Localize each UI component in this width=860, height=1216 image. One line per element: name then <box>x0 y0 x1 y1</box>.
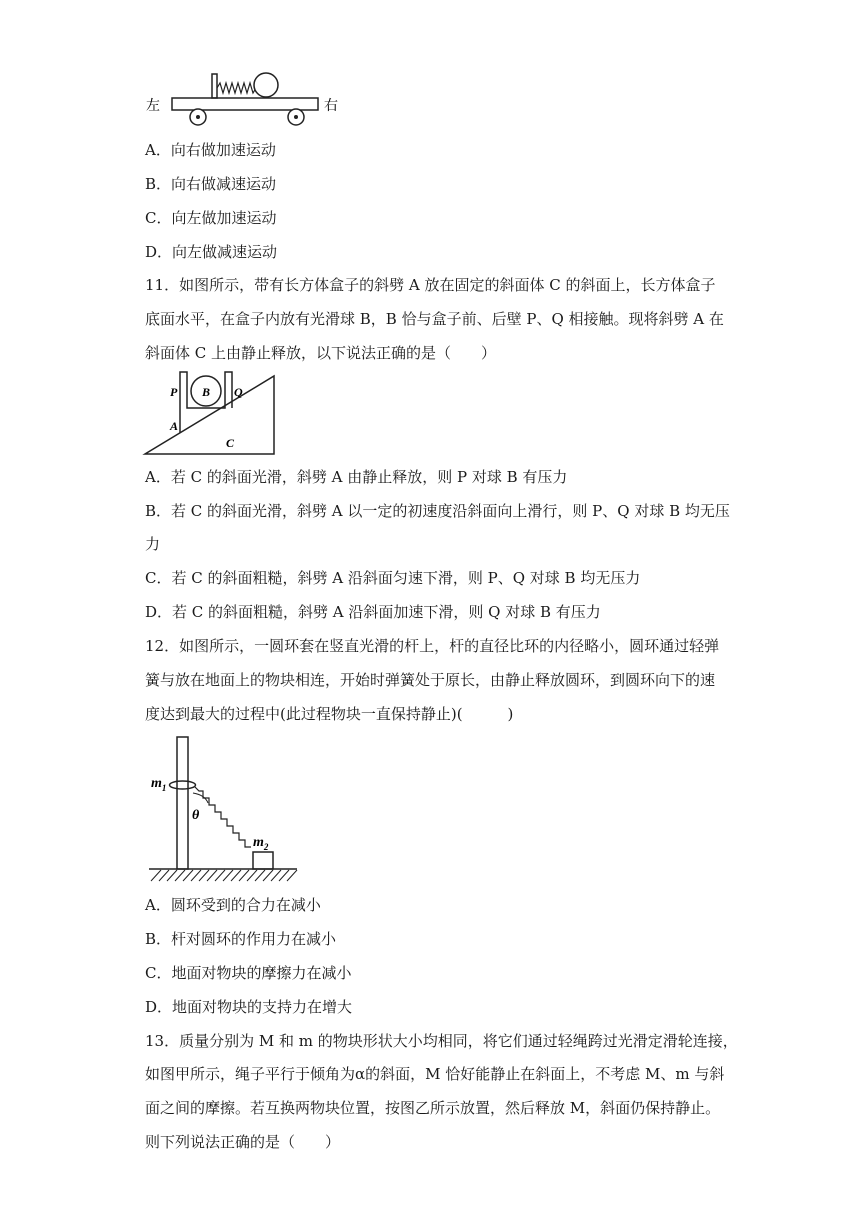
right-label: 右 <box>324 99 338 114</box>
q11-stem-line-1: 11．如图所示，带有长方体盒子的斜劈 A 放在固定的斜面体 C 的斜面上，长方体盒子 <box>145 276 716 294</box>
q13-stem-line-4: 则下列说法正确的是（ ） <box>145 1133 341 1151</box>
ring <box>170 781 196 789</box>
rod-ring-figure <box>145 735 305 885</box>
q12-option-d: D．地面对物块的支持力在增大 <box>145 998 353 1016</box>
ground-hatch <box>151 870 297 881</box>
label-q: Q <box>234 385 243 399</box>
block-m2 <box>253 852 273 869</box>
label-m1: $m_1$ <box>151 776 167 793</box>
q11-option-d: D．若 C 的斜面粗糙，斜劈 A 沿斜面加速下滑，则 Q 对球 B 有压力 <box>145 603 601 621</box>
q11-option-b: B．若 C 的斜面光滑，斜劈 A 以一定的初速度沿斜面向上滑行，则 P、Q 对球 B 均无压 <box>145 502 730 520</box>
q13-stem-line-1: 13．质量分别为 M 和 m 的物块形状大小均相同，将它们通过轻绳跨过光滑定滑轮连接， <box>145 1032 738 1050</box>
q12-stem-line-1: 12．如图所示，一圆环套在竖直光滑的杆上，杆的直径比环的内径略小，圆环通过轻弹 <box>145 637 720 655</box>
q10-option-c: C．向左做加速运动 <box>145 209 277 227</box>
cart-spring-figure <box>140 68 350 130</box>
label-c: C <box>226 436 235 450</box>
label-b: B <box>202 385 211 399</box>
label-m2: $m_2$ <box>253 835 269 852</box>
spring <box>195 787 251 847</box>
q12-option-a: A．圆环受到的合力在减小 <box>145 896 321 914</box>
label-theta: θ <box>192 808 200 823</box>
q11-stem-line-3: 斜面体 C 上由静止释放，以下说法正确的是（ ） <box>145 344 497 362</box>
q10-option-a: A．向右做加速运动 <box>145 141 276 159</box>
q12-stem-line-3: 度达到最大的过程中(此过程物块一直保持静止)( ) <box>145 705 514 723</box>
q11-option-a: A．若 C 的斜面光滑，斜劈 A 由静止释放，则 P 对球 B 有压力 <box>145 468 568 486</box>
q10-option-b: B．向右做减速运动 <box>145 175 277 193</box>
q12-stem-line-2: 簧与放在地面上的物块相连，开始时弹簧处于原长，由静止释放圆环，到圆环向下的速 <box>145 671 716 689</box>
cart-wall <box>212 74 217 98</box>
ball <box>254 73 278 97</box>
q10-option-d: D．向左做减速运动 <box>145 243 278 261</box>
cart-body <box>172 98 318 110</box>
spring <box>217 83 256 93</box>
q12-option-c: C．地面对物块的摩擦力在减小 <box>145 964 352 982</box>
left-label: 左 <box>146 99 160 114</box>
label-a: A <box>170 419 179 433</box>
vertical-rod <box>177 737 188 869</box>
incline-box-figure <box>140 368 280 458</box>
q11-option-b-cont: 力 <box>145 535 161 553</box>
q13-stem-line-3: 面之间的摩擦。若互换两物块位置，按图乙所示放置，然后释放 M，斜面仍保持静止。 <box>145 1099 721 1117</box>
q11-option-c: C．若 C 的斜面粗糙，斜劈 A 沿斜面匀速下滑，则 P、Q 对球 B 均无压力 <box>145 569 641 587</box>
label-p: P <box>170 385 178 399</box>
q13-stem-line-2: 如图甲所示，绳子平行于倾角为α的斜面，M 恰好能静止在斜面上，不考虑 M、m 与斜 <box>145 1065 725 1083</box>
q11-stem-line-2: 底面水平，在盒子内放有光滑球 B，B 恰与盒子前、后壁 P、Q 相接触。现将斜劈 A 在 <box>145 310 724 328</box>
q12-option-b: B．杆对圆环的作用力在减小 <box>145 930 337 948</box>
